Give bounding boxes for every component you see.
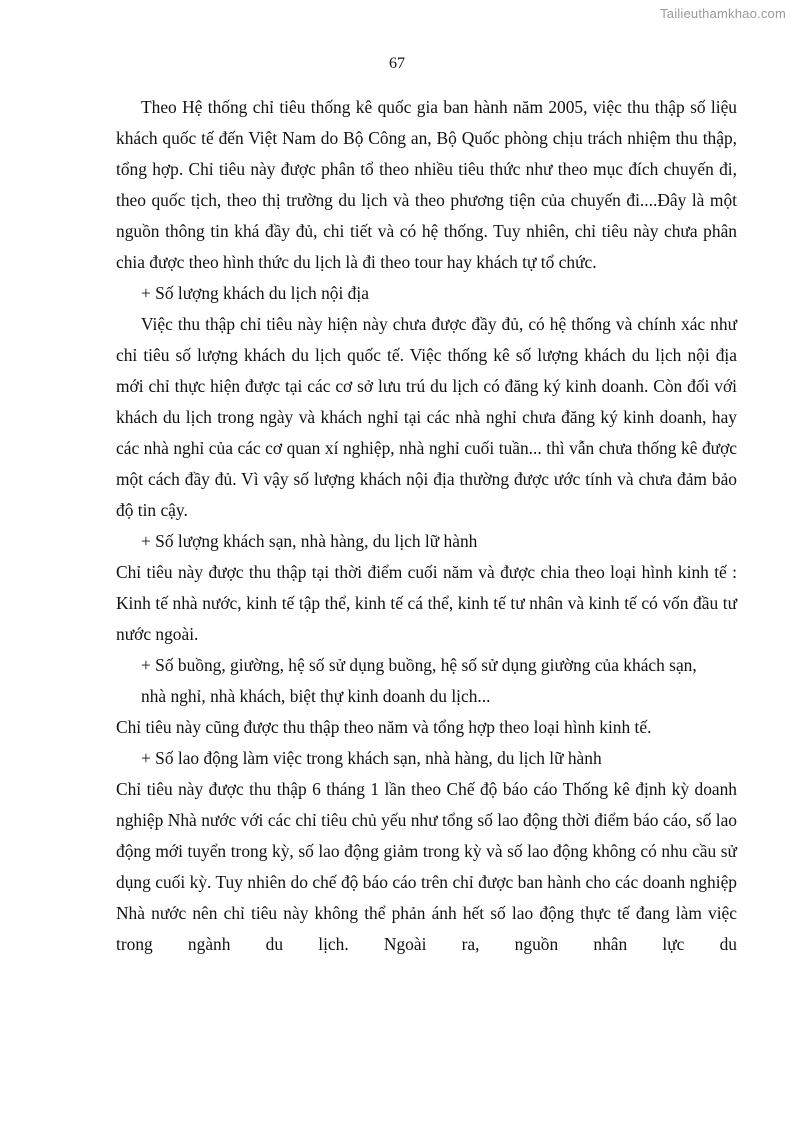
- page-number: 67: [389, 55, 405, 72]
- bullet-labor: + Số lao động làm việc trong khách sạn, nhà hàng, du lịch lữ hành: [141, 748, 602, 768]
- paragraph-labor: Chỉ tiêu này được thu thập 6 tháng 1 lần theo Chế độ báo cáo Thống kê định kỳ doanh nghiệp Nhà nước với các chỉ tiêu chủ yếu như tổng số lao động thời điểm báo cáo, số lao động mới tuyển trong kỳ, số lao động giảm trong kỳ và số lao động không có nhu cầu sử dụng cuối kỳ. Tuy nhiên do chế độ báo cáo trên chỉ được ban hành cho các doanh nghiệp Nhà nước nên chỉ tiêu này không thể phản ánh hết số lao động thực tế đang làm việc trong ngành du lịch. Ngoài ra, nguồn nhân lực du: [116, 779, 737, 954]
- watermark-text: Tailieuthamkhao.com: [660, 6, 786, 21]
- bullet-rooms-beds: + Số buồng, giường, hệ số sử dụng buồng, hệ số sử dụng giường của khách sạn,: [141, 655, 697, 675]
- paragraph-hotels-restaurants: Chỉ tiêu này được thu thập tại thời điểm cuối năm và được chia theo loại hình kinh tế : Kinh tế nhà nước, kinh tế tập thể, kinh tế cá thể, kinh tế tư nhân và kinh tế có vốn đầu tư nước ngoài.: [116, 562, 737, 644]
- bullet-hotels-restaurants: + Số lượng khách sạn, nhà hàng, du lịch lữ hành: [141, 531, 478, 551]
- paragraph-international-visitors: Theo Hệ thống chỉ tiêu thống kê quốc gia ban hành năm 2005, việc thu thập số liệu khách quốc tế đến Việt Nam do Bộ Công an, Bộ Quốc phòng chịu trách nhiệm thu thập, tổng hợp. Chỉ tiêu này được phân tổ theo nhiều tiêu thức như theo mục đích chuyến đi, theo quốc tịch, theo thị trường du lịch và theo phương tiện của chuyến đi....Đây là một nguồn thông tin khá đầy đủ, chi tiết và có hệ thống. Tuy nhiên, chỉ tiêu này chưa phân chia được theo hình thức du lịch là đi theo tour hay khách tự tổ chức.: [116, 97, 737, 272]
- bullet-rooms-beds-continued: nhà nghỉ, nhà khách, biệt thự kinh doanh du lịch...: [141, 686, 491, 706]
- paragraph-domestic-visitors: Việc thu thập chỉ tiêu này hiện này chưa được đầy đủ, có hệ thống và chính xác như chỉ tiêu số lượng khách du lịch quốc tế. Việc thống kê số lượng khách du lịch nội địa mới chỉ thực hiện được tại các cơ sở lưu trú du lịch có đăng ký kinh doanh. Còn đối với khách du lịch trong ngày và khách nghỉ tại các nhà nghỉ chưa đăng ký kinh doanh, hay các nhà nghỉ của các cơ quan xí nghiệp, nhà nghỉ cuối tuần... thì vẫn chưa thống kê được một cách đầy đủ. Vì vậy số lượng khách nội địa thường được ước tính và chưa đảm bảo độ tin cậy.: [116, 314, 737, 520]
- paragraph-rooms-beds: Chỉ tiêu này cũng được thu thập theo năm và tổng hợp theo loại hình kinh tế.: [116, 717, 652, 737]
- bullet-domestic-visitors: + Số lượng khách du lịch nội địa: [141, 283, 369, 303]
- document-body: [116, 92, 737, 960]
